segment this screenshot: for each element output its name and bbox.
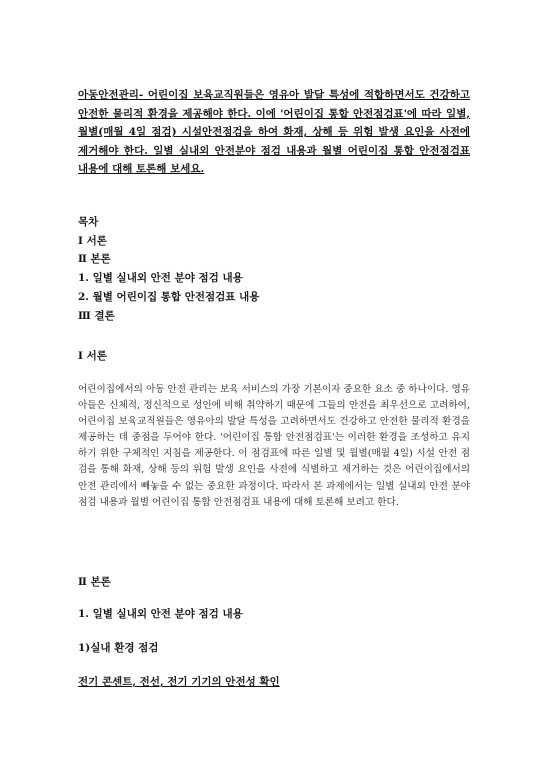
section-heading-body: Ⅱ 본론 xyxy=(78,576,111,588)
toc-item: Ⅲ 결론 xyxy=(78,309,115,322)
subsection-heading: 1. 일별 실내외 안전 분야 점검 내용 xyxy=(78,608,243,620)
intro-body: 어린이집에서의 아동 안전 관리는 보육 서비스의 가장 기본이자 중요한 요소 중 하나이다. 영유아들은 신체적, 정신적으로 성인에 비해 취약하기 때문에 그들의 안전을 최우선으로 고려하여, 어린이집 보육교직원들은 영유아의 발달 특성을 고려하면서도 건강하고 안전한 물리적 환경을 제공하는 데 중점을 두어야 한다. '어린이집 통합 안전점검표'는 이러한 환경을 조성하고 유지하기 위한 구체적인 지침을 제공한다. 이 점검표에 따른 일별 및 월별(매월 4일) 시설 안전 점검을 통해 화재, 상해 등의 위험 발생 요인을 사전에 식별하고 제거하는 것은 어린이집에서의 안전 관리에서 빼놓을 수 없는 중요한 과정이다. 따라서 본 과제에서는 일별 실내외 안전 분야 점검 내용과 월별 어린이집 통합 안전점검표 내용에 대해 토론해 보려고 한다. xyxy=(78,384,470,508)
assignment-prompt: 아동안전관리- 어린이집 보육교직원들은 영유아 발달 특성에 적합하면서도 건강하고 안전한 물리적 환경을 제공해야 한다. 이에 '어린이집 통합 안전점검표'에 따라 일별, 월별(매월 4일 점검) 시설안전점검을 하여 화재, 상해 등 위험 발생 요인을 사전에 제거해야 한다. 일별 실내외 안전분야 점검 내용과 월별 어린이집 통합 안전점검표 내용에 대해 토론해 보세요. xyxy=(78,89,470,175)
toc-item: Ⅰ 서론 xyxy=(78,234,107,247)
toc-title: 목차 xyxy=(78,216,99,228)
toc-item: 2. 월별 어린이집 통합 안전점검표 내용 xyxy=(78,290,260,303)
check-item: 전기 콘센트, 전선, 전기 기기의 안전성 확인 xyxy=(78,676,280,688)
toc-item: Ⅱ 본론 xyxy=(78,253,111,266)
subsubsection-heading: 1)실내 환경 점검 xyxy=(78,642,159,654)
section-heading-intro: Ⅰ 서론 xyxy=(78,350,107,362)
table-of-contents xyxy=(78,213,259,325)
toc-item: 1. 일별 실내외 안전 분야 점검 내용 xyxy=(78,272,243,285)
